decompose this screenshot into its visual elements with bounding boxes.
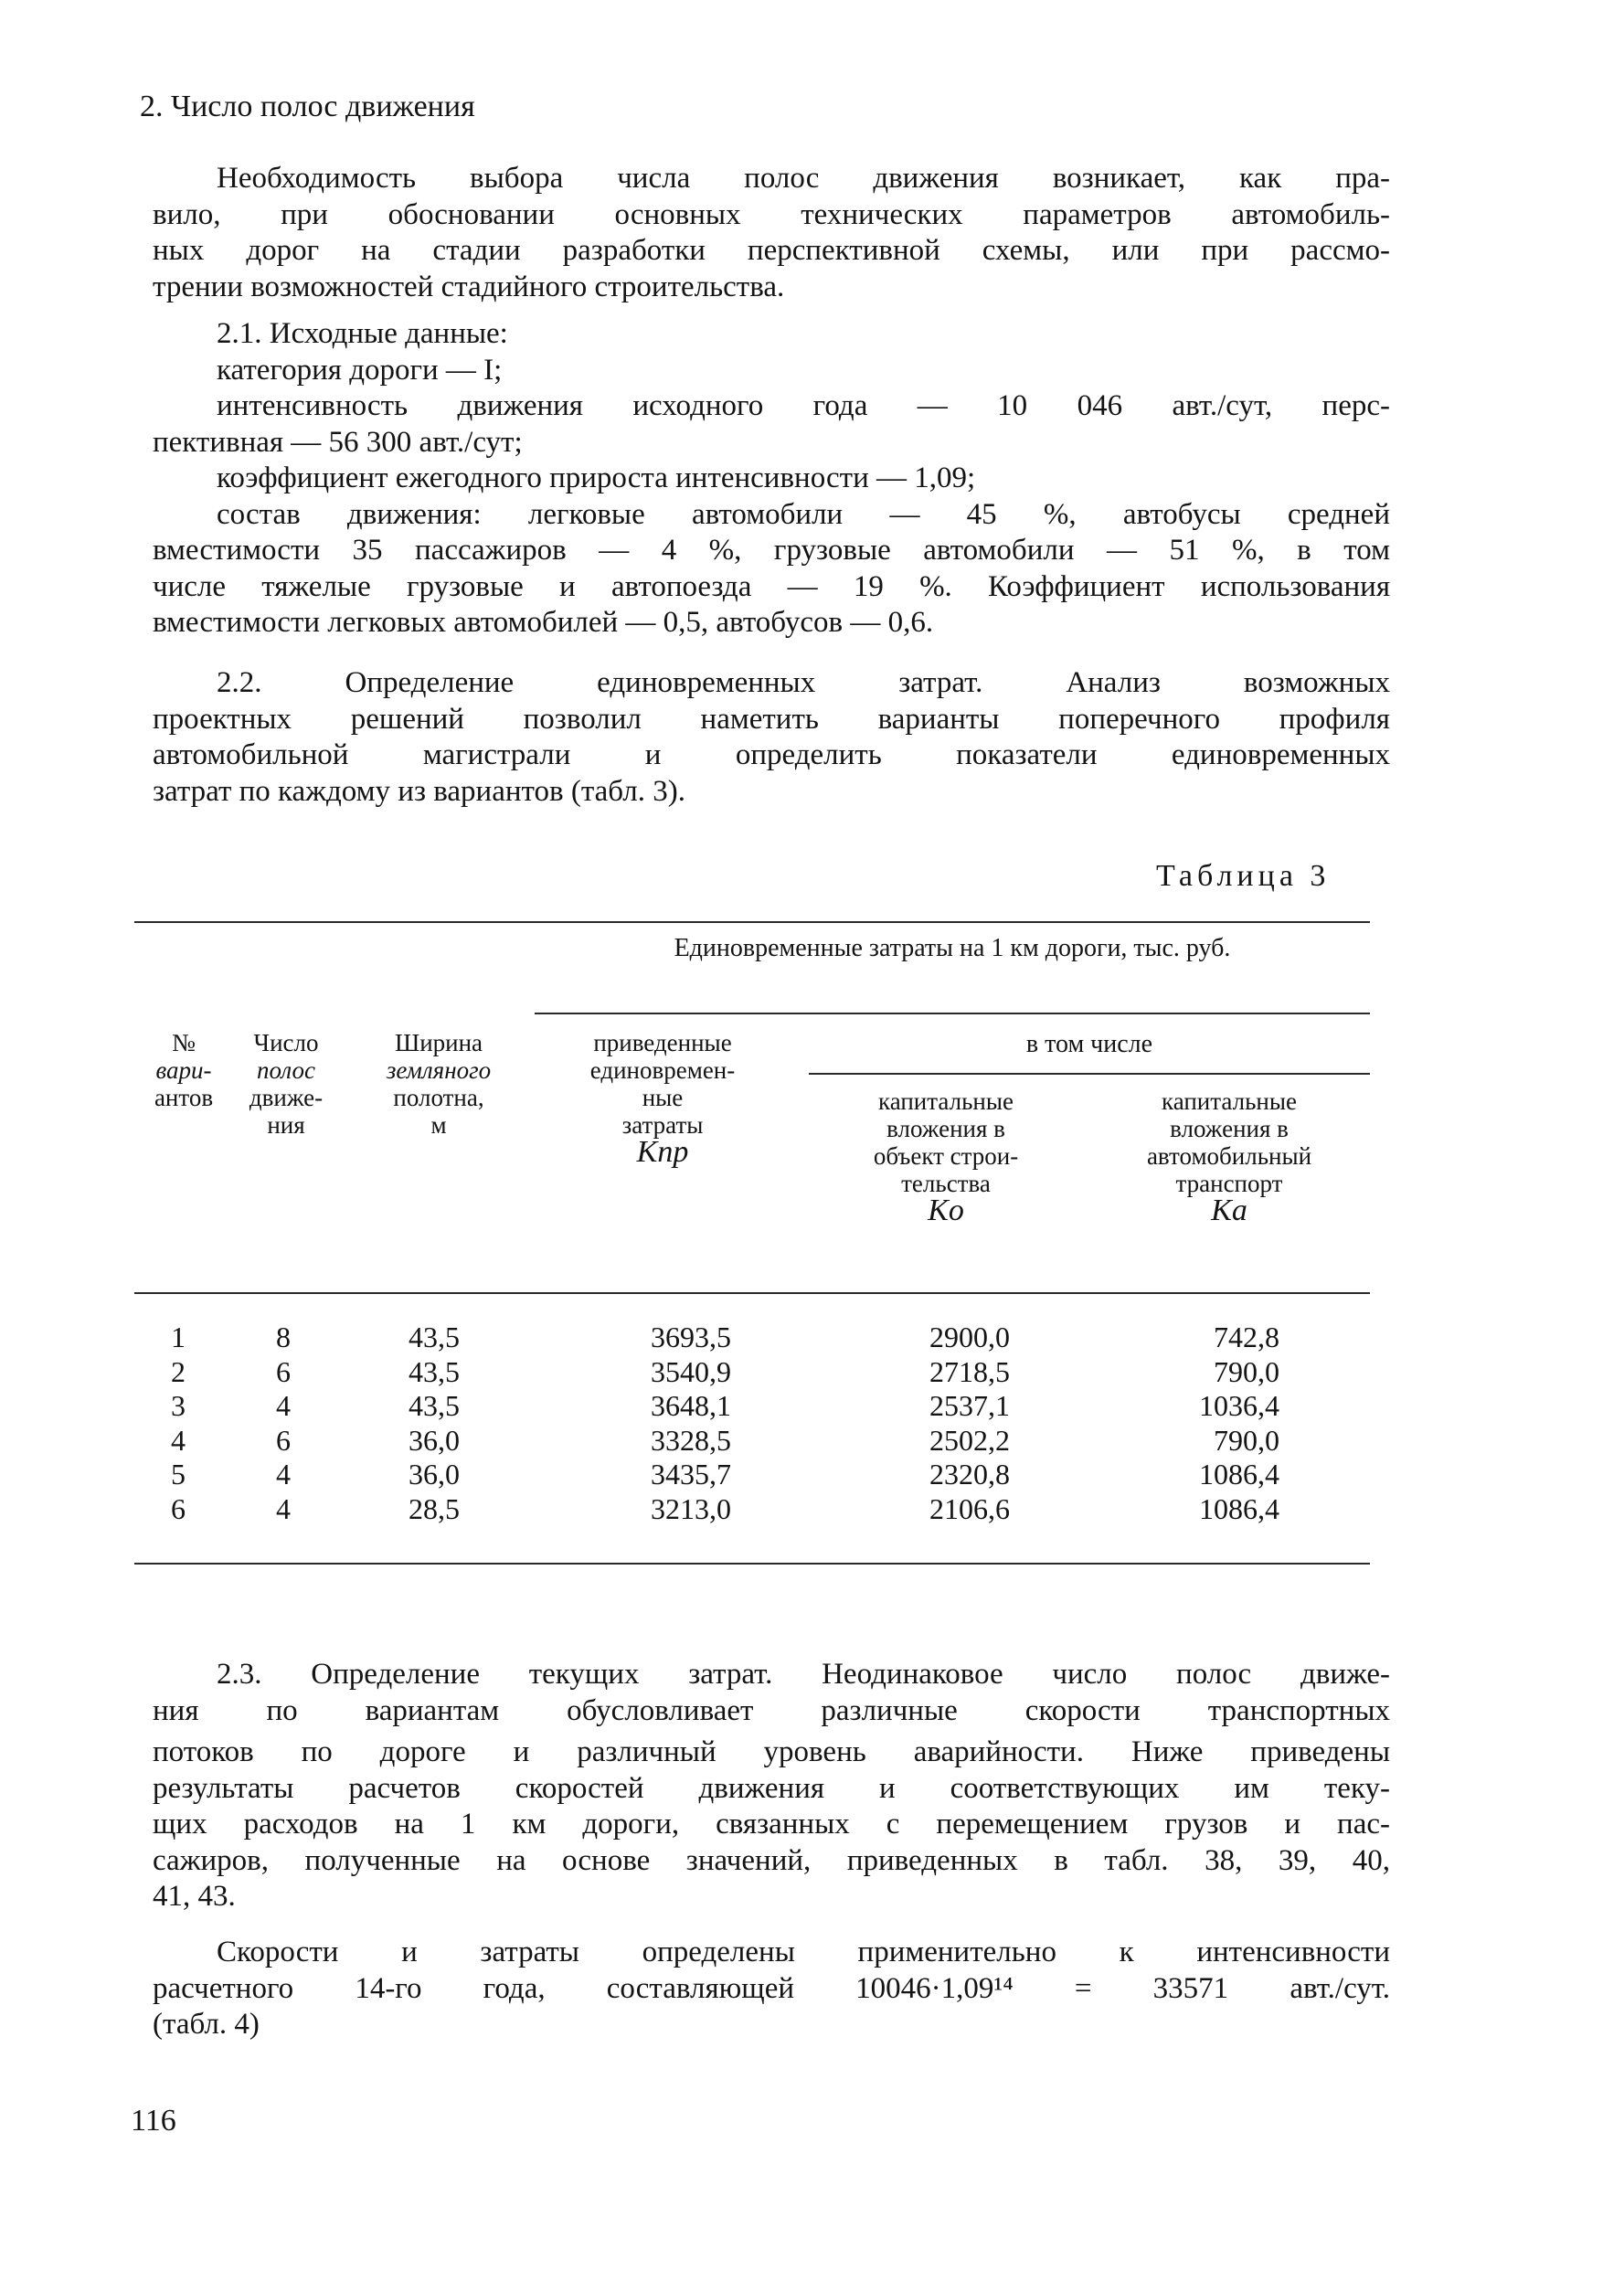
cell-total: 3328,5 (651, 1423, 731, 1457)
cell-total: 3540,9 (651, 1354, 731, 1388)
cell-transport: 1086,4 (1199, 1491, 1279, 1525)
cell-width: 43,5 (409, 1321, 460, 1353)
cell-lanes: 6 (276, 1423, 291, 1457)
text-line: результаты расчетов скоростей движения и соответствующих им теку- (153, 1771, 1390, 1805)
col-header-variant: № вари- антов (154, 1029, 214, 1111)
k-pr-symbol: Kпр (636, 1135, 689, 1169)
section-title: 2. Число полос движения (140, 90, 475, 123)
cell-variant: 3 (171, 1389, 186, 1422)
cell-object: 2106,6 (929, 1491, 1010, 1525)
text-line: коэффициент ежегодного прироста интенсивности — 1,09; (217, 462, 976, 494)
cell-variant: 1 (171, 1321, 186, 1353)
table-top-rule (134, 921, 1370, 923)
current-costs-paragraph (153, 1657, 1390, 1915)
costs-paragraph (153, 665, 1390, 810)
text-line: Скорости и затраты определены применительно к интенсивности (217, 1936, 1390, 1968)
col-header-width: Ширина земляного полотна, м (386, 1029, 492, 1139)
cell-lanes: 4 (276, 1389, 291, 1422)
cell-lanes: 8 (276, 1321, 291, 1353)
cell-variant: 2 (171, 1354, 186, 1388)
table-bottom-rule (134, 1563, 1370, 1565)
cell-total: 3693,5 (651, 1321, 731, 1353)
cell-transport: 1086,4 (1199, 1458, 1279, 1491)
text-line: 2.3. Определение текущих затрат. Неодинаковое число полос движе- (217, 1658, 1390, 1691)
text-line: вило, при обосновании основных технических параметров автомобиль- (153, 197, 1390, 231)
in-which-header: в том числе (1025, 1030, 1153, 1058)
initial-data-block (153, 316, 1390, 642)
text-line: (табл. 4) (153, 2008, 260, 2041)
text-line: сажиров, полученные на основе значений, приведенных в табл. 38, 39, 40, (153, 1843, 1390, 1877)
text-line: Необходимость выбора числа полос движения возникает, как пра- (217, 162, 1390, 195)
page-number: 116 (131, 2104, 176, 2138)
k-o-symbol: Kо (928, 1194, 964, 1227)
cell-transport: 742,8 (1214, 1321, 1279, 1353)
cell-total: 3435,7 (651, 1458, 731, 1491)
k-a-symbol: Kа (1211, 1194, 1247, 1227)
cell-total: 3648,1 (651, 1389, 731, 1422)
text-line: интенсивность движения исходного года — 10 046 авт./сут, перс- (217, 389, 1390, 422)
text-line: проектных решений позволил наметить варианты поперечного профиля (153, 702, 1390, 736)
text-line: ных дорог на стадии разработки перспективной схемы, или при рассмо- (153, 234, 1390, 267)
text-line: 2.2. Определение единовременных затрат. Анализ возможных (217, 666, 1390, 699)
text-line: затрат по каждому из вариантов (табл. 3). (153, 774, 685, 808)
cell-object: 2718,5 (929, 1354, 1010, 1388)
text-line: ния по вариантам обусловливает различные скорости транспортных (153, 1693, 1390, 1727)
cell-width: 36,0 (409, 1423, 460, 1457)
text-line: потоков по дороге и различный уровень аварийности. Ниже приведены (153, 1735, 1390, 1768)
text-line: категория дороги — I; (217, 353, 503, 387)
cell-object: 2502,2 (929, 1423, 1010, 1457)
header-bottom-rule (134, 1292, 1370, 1294)
col-header-object-investment: капитальные вложения в объект строи- тельства Kо (813, 1087, 1078, 1225)
text-line: автомобильной магистрали и определить показатели единовременных (153, 738, 1390, 771)
super-header-rule (535, 1013, 1370, 1014)
in-which-rule (809, 1073, 1370, 1075)
text-line: щих расходов на 1 км дороги, связанных с перемещением грузов и пас- (153, 1808, 1390, 1841)
text-line: состав движения: легковые автомобили — 45 %, автобусы средней (217, 497, 1390, 531)
text-line: числе тяжелые грузовые и автопоезда — 19 %. Коэффициент использования (153, 569, 1390, 603)
speeds-paragraph (153, 1935, 1390, 2043)
cell-transport: 1036,4 (1199, 1389, 1279, 1422)
table-super-header: Единовременные затраты на 1 км дороги, тыс. руб. (674, 934, 1231, 962)
text-line: вместимости легковых автомобилей — 0,5, автобусов — 0,6. (153, 606, 934, 639)
cell-lanes: 6 (276, 1354, 291, 1388)
cell-width: 36,0 (409, 1458, 460, 1491)
cell-lanes: 4 (276, 1458, 291, 1491)
cell-width: 43,5 (409, 1354, 460, 1388)
col-header-transport-investment: капитальные вложения в автомобильный транспорт Kа (1092, 1087, 1366, 1225)
cell-variant: 6 (171, 1491, 186, 1525)
intro-paragraph (153, 161, 1390, 305)
subsection-heading: 2.1. Исходные данные: (217, 317, 508, 350)
text-line: трении возможностей стадийного строительства. (153, 270, 785, 303)
cell-transport: 790,0 (1214, 1354, 1279, 1388)
cell-variant: 4 (171, 1423, 186, 1457)
cell-lanes: 4 (276, 1491, 291, 1525)
cell-width: 43,5 (409, 1389, 460, 1422)
cell-transport: 790,0 (1214, 1423, 1279, 1457)
cell-object: 2320,8 (929, 1458, 1010, 1491)
text-line: пективная — 56 300 авт./сут; (153, 425, 523, 459)
cell-object: 2900,0 (929, 1321, 1010, 1353)
text-line: расчетного 14-го года, составляющей 10046·1,09¹⁴ = 33571 авт./сут. (153, 1971, 1390, 2005)
cell-total: 3213,0 (651, 1491, 731, 1525)
cell-width: 28,5 (409, 1491, 460, 1525)
text-line: вместимости 35 пассажиров — 4 %, грузовые автомобили — 51 %, в том (153, 534, 1390, 567)
col-header-total-costs: приведенные единовремен- ные затраты Kпр (548, 1029, 777, 1166)
cell-object: 2537,1 (929, 1389, 1010, 1422)
col-header-lanes: Число полос движе- ния (249, 1029, 324, 1139)
table-caption: Таблица 3 (1156, 859, 1331, 893)
text-line: 41, 43. (153, 1880, 236, 1913)
cell-variant: 5 (171, 1458, 186, 1491)
